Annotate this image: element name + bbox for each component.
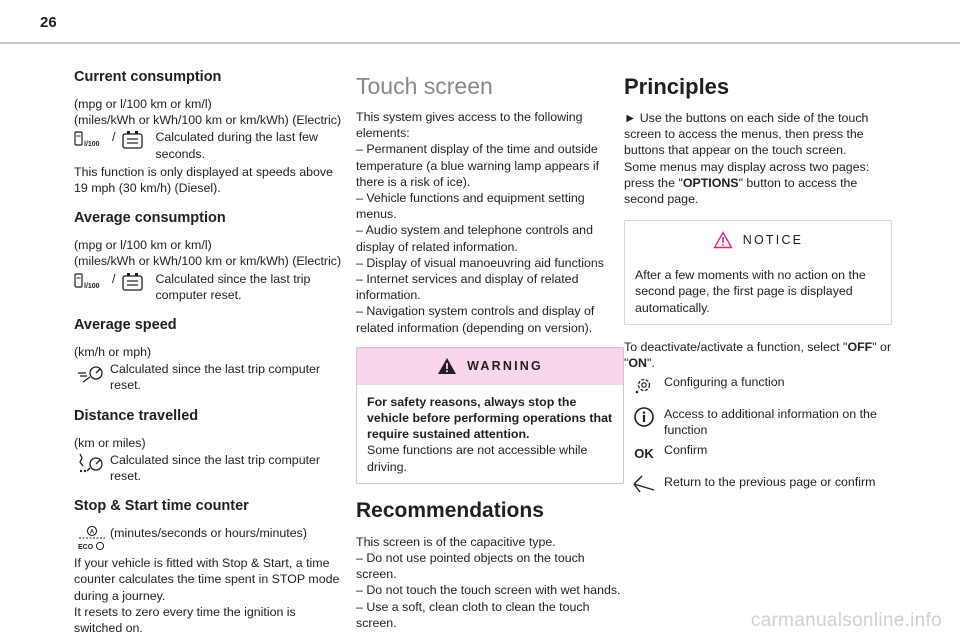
warning-heading: WARNING <box>467 359 543 374</box>
icon-row <box>74 129 342 161</box>
icon-row <box>74 361 342 393</box>
svg-text:l/100: l/100 <box>84 141 100 149</box>
list-item: – Vehicle functions and equipment setting menus. <box>356 191 585 222</box>
section-average-speed <box>74 316 342 394</box>
section-title-principles: Principles <box>624 74 730 99</box>
svg-text:A: A <box>89 529 95 536</box>
units-text: (km or miles) <box>74 435 146 450</box>
section-title: Average speed <box>74 317 177 334</box>
svg-text:ECO: ECO <box>78 544 94 552</box>
column-touch-screen <box>356 68 624 631</box>
list-item: – Do not use pointed objects on the touch screen. <box>356 551 585 582</box>
deactivate-text: To deactivate/activate a function, select "OFF" or "ON". <box>624 339 892 371</box>
column-principles <box>624 68 892 497</box>
units-electric-text: (miles/kWh or kWh/100 km or km/kWh) (Electric) <box>74 113 342 128</box>
function-label: Confirm <box>664 442 708 457</box>
slash-separator: / <box>112 130 116 145</box>
list-item: – Internet services and display of related information. <box>356 272 579 303</box>
intro-text: This screen is of the capacitive type. <box>356 534 556 549</box>
section-current-consumption <box>74 68 342 196</box>
warning-triangle-icon <box>437 357 457 375</box>
section-stop-start <box>74 497 342 636</box>
watermark: carmanualsonline.info <box>750 610 942 631</box>
icon-row <box>74 452 342 484</box>
back-arrow-icon <box>624 474 664 494</box>
notice-triangle-icon <box>713 231 733 249</box>
calc-description: Calculated since the last trip computer reset. <box>110 452 321 484</box>
list-item: – Audio system and telephone controls and display of related information. <box>356 223 593 254</box>
list-item: – Navigation system controls and display of related information (depending on version). <box>356 304 595 335</box>
units-electric-text: (miles/kWh or kWh/100 km or km/kWh) (Electric) <box>74 254 342 269</box>
fuel-consumption-icon <box>74 129 106 151</box>
options-text: Some menus may display across two pages: press the "OPTIONS" button to access the second page. <box>624 159 870 207</box>
eco-stop-start-icon <box>74 525 110 553</box>
section-title: Average consumption <box>74 210 226 227</box>
calc-description: Calculated during the last few seconds. <box>155 130 319 161</box>
body-text: It resets to zero every time the ignition is switched on. <box>74 604 296 636</box>
list-item: – Use a soft, clean cloth to clean the touch screen. <box>356 599 590 630</box>
notice-heading: NOTICE <box>742 232 804 247</box>
options-label: OPTIONS <box>682 175 739 190</box>
warning-text: Some functions are not accessible while driving. <box>367 443 588 474</box>
warning-header <box>357 348 623 385</box>
units-text: (minutes/seconds or hours/minutes) <box>110 526 307 541</box>
notice-box <box>624 220 892 325</box>
list-item: – Permanent display of the time and outside temperature (a blue warning lamp appears if there is a risk of ice). <box>356 142 600 189</box>
settings-gear-icon <box>624 374 664 396</box>
section-title: Distance travelled <box>74 407 199 424</box>
function-label: Return to the previous page or confirm <box>664 474 876 489</box>
notice-body <box>625 258 891 324</box>
units-text: (mpg or l/100 km or km/l) <box>74 97 212 111</box>
function-row-configure <box>624 374 892 396</box>
slash-separator: / <box>112 271 116 286</box>
function-row-back <box>624 474 892 494</box>
chapter-title: Touch screen <box>356 73 493 99</box>
function-label: Access to additional information on the function <box>664 407 877 438</box>
speed-gauge-icon <box>74 361 110 383</box>
info-icon <box>624 406 664 428</box>
warning-body <box>357 385 623 483</box>
section-average-consumption <box>74 209 342 303</box>
distance-gauge-icon <box>74 452 110 474</box>
header-rule <box>0 42 960 44</box>
icon-row <box>74 271 342 303</box>
calc-description: Calculated since the last trip computer reset. <box>110 362 321 393</box>
battery-consumption-icon <box>121 129 145 151</box>
function-row-info <box>624 406 892 438</box>
section-distance-travelled <box>74 407 342 485</box>
units-text: (km/h or mph) <box>74 345 152 360</box>
calc-description: Calculated since the last trip computer reset. <box>155 271 311 302</box>
warning-box <box>356 347 624 484</box>
notice-text: After a few moments with no action on the second page, the first page is displayed automatically. <box>635 268 866 315</box>
section-title: Current consumption <box>74 69 222 85</box>
speed-note: This function is only displayed at speeds above 19 mph (30 km/h) (Diesel). <box>74 164 333 196</box>
function-row-confirm <box>624 442 892 462</box>
units-text: (mpg or l/100 km or km/l) <box>74 238 212 253</box>
section-title-recommendations: Recommendations <box>356 498 544 522</box>
body-text: If your vehicle is fitted with Stop & Start, a time counter calculates the time spent in STOP mode during a journey. <box>74 556 340 603</box>
warning-bold-text: For safety reasons, always stop the vehicle before performing operations that require sustained attention. <box>367 394 613 442</box>
notice-header <box>625 221 891 258</box>
instruction-text: ► Use the buttons on each side of the touch screen to access the menus, then press the buttons that appear on the touch screen. <box>624 111 869 158</box>
icon-row <box>74 525 342 553</box>
list-item: – Do not touch the touch screen with wet hands. <box>356 583 621 598</box>
column-trip-computer <box>74 68 342 640</box>
page-number: 26 <box>40 14 57 31</box>
fuel-consumption-icon <box>74 271 106 293</box>
ok-label: OK <box>634 445 654 461</box>
section-title: Stop & Start time counter <box>74 498 249 515</box>
list-item: – Display of visual manoeuvring aid functions <box>356 255 604 270</box>
intro-text: This system gives access to the following elements: <box>356 110 583 141</box>
battery-consumption-icon <box>121 271 145 293</box>
svg-text:l/100: l/100 <box>84 282 100 290</box>
function-label: Configuring a function <box>664 375 785 390</box>
